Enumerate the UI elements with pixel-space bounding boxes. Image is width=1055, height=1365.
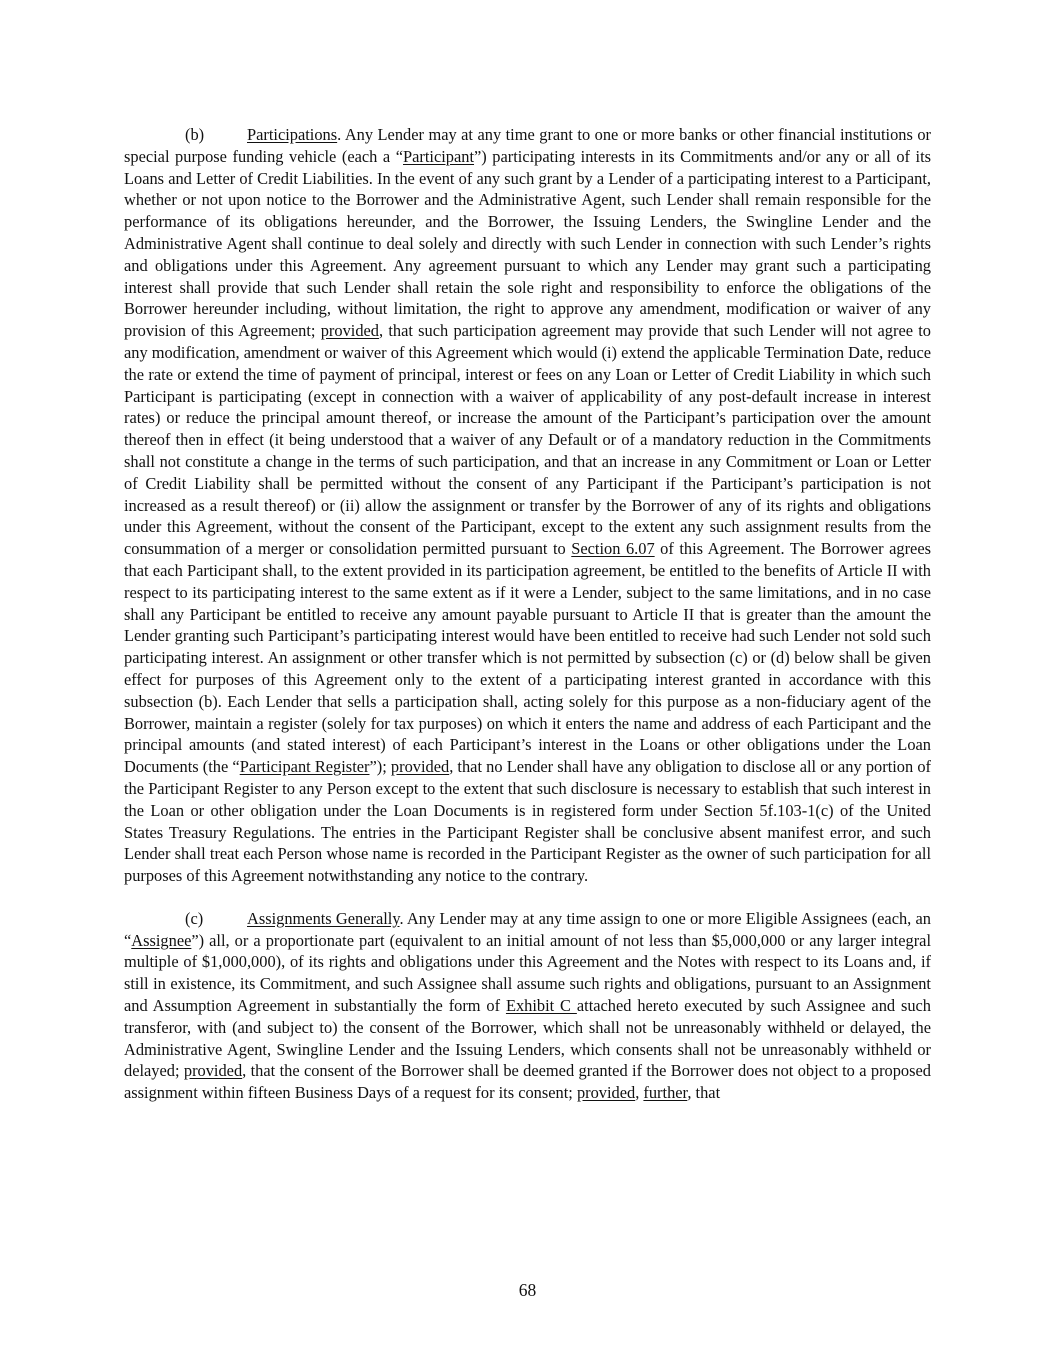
body-text: of this Agreement. The Borrower agrees that each Participant shall, to the extent provided in its participation agreement, be entitled to the benefits of Article II with respect to its participating interest to the same extent as if it were a Lender, subject to the same limitations, and in no case shall any Participant be entitled to receive any amount payable pursuant to Article II that is greater than the amount the Lender granting such Participant’s participating interest would have been entitled to receive had such Lender not sold such participating interest. An assignment or other transfer which is not permitted by subsection (c) or (d) below shall be given effect for purposes of this Agreement only to the extent of a participating interest granted in accordance with this subsection (b). Each Lender that sells a participation shall, acting solely for this purpose as a non-fiduciary agent of the Borrower, maintain a register (solely for tax purposes) on which it enters the name and address of each Participant and the principal amounts (and stated interest) of each Participant’s interest in the Loans or other obligations under the Loan Documents (the “ bbox=[124, 539, 931, 777]
body-text: , that such participation agreement may provide that such Lender will not agree to any modification, amendment or waiver of this Agreement which would (i) extend the applicable Termination Date, reduce the rate or extend the time of payment of principal, interest or fees on any Loan or Letter of Credit Liability in which such Participant is participating (except in connection with a waiver of applicability of any post-default increase in interest rates) or reduce the principal amount thereof, or increase the amount of the Participant’s participation over the amount thereof then in effect (it being understood that a waiver of any Default or of a mandatory reduction in the Commitments shall not constitute a change in the terms of such participation, and that an increase in any Commitment or Loan or Letter of Credit Liability shall be permitted without the consent of any Participant if the Participant’s participation is not increased as a result thereof) or (ii) allow the assignment or transfer by the Borrower of any of its rights and obligations under this Agreement, without the consent of the Participant, except to the extent any such assignment results from the consummation of a merger or consolidation permitted pursuant to bbox=[124, 321, 931, 559]
underlined-term: provided bbox=[390, 757, 450, 777]
section-number: (b) bbox=[185, 125, 205, 144]
body-text: . Any Lender may at any time grant to one or more banks or other financial institutions or special purpose funding vehicle (each a “ bbox=[124, 125, 931, 166]
document-page bbox=[124, 124, 931, 1104]
underlined-term: further bbox=[643, 1083, 688, 1103]
body-text: ”) participating interests in its Commitments and/or any or all of its Loans and Letter of Credit Liabilities. In the event of any such grant by a Lender of a participating interest to a Participant, whether or not upon notice to the Borrower and the Administrative Agent, such Lender shall remain responsible for the performance of its obligations hereunder, and the Borrower, the Issuing Lenders, the Swingline Lender and the Administrative Agent shall continue to deal solely and directly with such Lender in connection with such Lender’s rights and obligations under this Agreement. Any agreement pursuant to which any Lender may grant such a participating interest shall provide that such Lender shall retain the sole right and responsibility to enforce the obligations of the Borrower hereunder including, without limitation, the right to approve any amendment, modification or waiver of any provision of this Agreement; bbox=[124, 146, 931, 341]
underlined-term: provided bbox=[183, 1061, 243, 1081]
body-text: , that no Lender shall have any obligation to disclose all or any portion of the Participant Register to any Person except to the extent that such disclosure is necessary to establish that such interest in the Loan or other obligation under the Loan Documents is in registered form under Section 5f.103-1(c) of the United States Treasury Regulations. The entries in the Participant Register shall be conclusive absent manifest error, and such Lender shall treat each Person whose name is recorded in the Participant Register as the owner of such participation for all purposes of this Agreement notwithstanding any notice to the contrary. bbox=[124, 757, 931, 886]
underlined-term: provided bbox=[576, 1083, 636, 1103]
underlined-term: Assignee bbox=[131, 930, 192, 950]
underlined-term: Participant Register bbox=[239, 757, 370, 777]
body-text: , bbox=[635, 1083, 644, 1103]
body-text: ”); bbox=[369, 757, 391, 777]
underlined-term: Section 6.07 bbox=[571, 539, 655, 559]
section-number: (c) bbox=[185, 908, 204, 928]
body-text: . Any Lender may at any time assign to one or more Eligible Assignees (each, an “ bbox=[124, 908, 931, 950]
body-text: , that the consent of the Borrower shall be deemed granted if the Borrower does not object to a proposed assignment within fifteen Business Days of a request for its consent; bbox=[124, 1061, 931, 1103]
underlined-term: Participant bbox=[403, 146, 475, 166]
page-number: 68 bbox=[518, 1280, 537, 1300]
body-text: ”) all, or a proportionate part (equivalent to an initial amount of not less than $5,000,000 or any larger integral multiple of $1,000,000), of its rights and obligations under this Agreement and the Notes with respect to its Loans and, if still in existence, its Commitment, and such Assignee shall assume such rights and obligations, pursuant to an Assignment and Assumption Agreement in substantially the form of bbox=[124, 930, 931, 1016]
underlined-term: Participations bbox=[247, 125, 338, 144]
paragraph-b-participations bbox=[124, 124, 931, 887]
underlined-term: provided bbox=[320, 321, 379, 341]
underlined-term: Exhibit C bbox=[505, 996, 577, 1016]
underlined-term: Assignments Generally bbox=[247, 908, 400, 928]
body-text: attached hereto executed by such Assignee and such transferor, with (and subject to) the consent of the Borrower, which shall not be unreasonably withheld or delayed, the Administrative Agent, Swingline Lender and the Issuing Lenders, which consents shall not be unreasonably withheld or delayed; bbox=[124, 996, 932, 1081]
paragraph-c-assignments-generally bbox=[124, 908, 931, 1104]
body-text: , that bbox=[687, 1083, 721, 1103]
